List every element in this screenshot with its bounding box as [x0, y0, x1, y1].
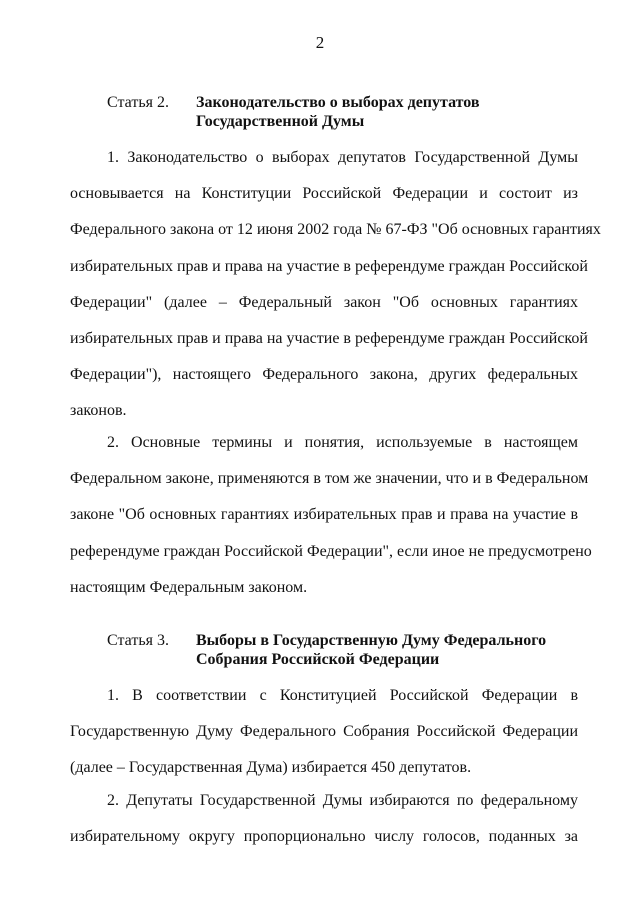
- text-line: 2. Основные термины и понятия, используемые в настоящем: [107, 434, 578, 451]
- article-2-label: Статья 2.: [107, 94, 169, 111]
- article-3-heading: [70, 631, 578, 669]
- text-line: Государственную Думу Федерального Собрания Российской Федерации: [70, 723, 578, 741]
- article-2-heading: [70, 93, 578, 131]
- text-line: 1. В соответствии с Конституцией Российской Федерации в: [107, 687, 578, 704]
- article-3-title: Выборы в Государственную Думу Федерального Собрания Российской Федерации: [196, 632, 547, 668]
- article-3: [70, 631, 578, 669]
- text-line: 1. Законодательство о выборах депутатов Государственной Думы: [107, 149, 578, 166]
- text-line: настоящим Федеральным законом.: [70, 578, 308, 596]
- text-line: Федерального закона от 12 июня 2002 года № 67-ФЗ "Об основных гарантиях: [70, 221, 601, 239]
- text-line: 2. Депутаты Государственной Думы избираются по федеральному: [107, 792, 578, 809]
- article-3-label: Статья 3.: [107, 632, 169, 649]
- article-2-paragraph-1: [70, 140, 601, 430]
- text-line: (далее – Государственная Дума) избирается 450 депутатов.: [70, 759, 472, 777]
- article-2-paragraph-2: [70, 425, 592, 606]
- text-line: основывается на Конституции Российской Федерации и состоит из: [70, 185, 578, 203]
- text-line: избирательных прав и права на участие в референдуме граждан Российской: [70, 257, 588, 275]
- text-line: референдуме граждан Российской Федерации", если иное не предусмотрено: [70, 542, 592, 560]
- article-3-paragraph-2: [70, 783, 578, 855]
- text-line: Федерации"), настоящего Федерального закона, других федеральных: [70, 366, 578, 384]
- article-2-title: Законодательство о выборах депутатов Государственной Думы: [196, 94, 480, 130]
- text-line: избирательному округу пропорционально числу голосов, поданных за: [70, 828, 578, 846]
- text-line: Федерации" (далее – Федеральный закон "Об основных гарантиях: [70, 293, 578, 311]
- article-3-paragraph-1: [70, 678, 578, 787]
- text-line: избирательных прав и права на участие в референдуме граждан Российской: [70, 329, 588, 347]
- page-number: 2: [315, 33, 325, 52]
- article-2: [70, 93, 578, 131]
- text-line: законе "Об основных гарантиях избирательных прав и права на участие в: [70, 506, 578, 524]
- text-line: Федеральном законе, применяются в том же значении, что и в Федеральном: [70, 470, 589, 488]
- text-line: законов.: [70, 402, 127, 420]
